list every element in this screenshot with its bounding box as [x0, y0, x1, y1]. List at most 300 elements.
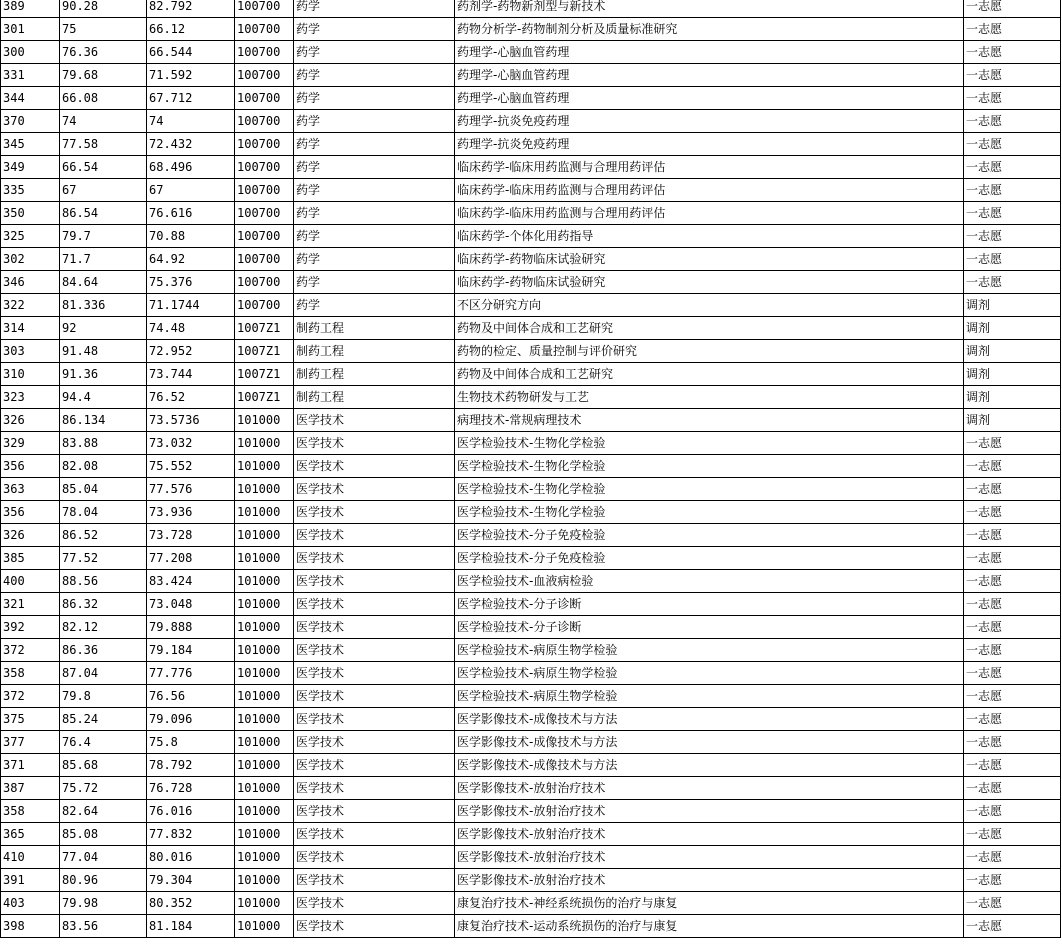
major-code-cell: 100700	[235, 179, 294, 202]
admission-type-cell: 一志愿	[964, 570, 1061, 593]
research-direction-cell: 康复治疗技术-神经系统损伤的治疗与康复	[455, 892, 964, 915]
major-name-cell: 医学技术	[294, 662, 455, 685]
total-score-cell: 403	[1, 892, 60, 915]
retest-score-cell: 75.72	[60, 777, 147, 800]
total-score-cell: 410	[1, 846, 60, 869]
research-direction-cell: 医学检验技术-分子免疫检验	[455, 524, 964, 547]
table-row	[1, 0, 1061, 18]
major-name-cell: 药学	[294, 64, 455, 87]
table-row	[1, 41, 1061, 64]
admission-type-cell: 一志愿	[964, 248, 1061, 271]
retest-score-cell: 82.08	[60, 455, 147, 478]
research-direction-cell: 临床药学-临床用药监测与合理用药评估	[455, 156, 964, 179]
retest-score-cell: 83.56	[60, 915, 147, 938]
research-direction-cell: 病理技术-常规病理技术	[455, 409, 964, 432]
major-code-cell: 1007Z1	[235, 317, 294, 340]
retest-score-cell: 86.36	[60, 639, 147, 662]
retest-score-cell: 76.36	[60, 41, 147, 64]
admission-type-cell: 一志愿	[964, 0, 1061, 18]
total-score-cell: 329	[1, 432, 60, 455]
admission-type-cell: 一志愿	[964, 754, 1061, 777]
research-direction-cell: 医学检验技术-血液病检验	[455, 570, 964, 593]
table-row	[1, 340, 1061, 363]
major-code-cell: 101000	[235, 915, 294, 938]
table-row	[1, 708, 1061, 731]
major-name-cell: 医学技术	[294, 409, 455, 432]
admission-type-cell: 调剂	[964, 409, 1061, 432]
total-score-cell: 326	[1, 409, 60, 432]
research-direction-cell: 医学检验技术-分子诊断	[455, 616, 964, 639]
admission-type-cell: 一志愿	[964, 593, 1061, 616]
final-score-cell: 77.576	[147, 478, 235, 501]
research-direction-cell: 不区分研究方向	[455, 294, 964, 317]
major-code-cell: 1007Z1	[235, 340, 294, 363]
research-direction-cell: 医学检验技术-分子诊断	[455, 593, 964, 616]
research-direction-cell: 药理学-抗炎免疫药理	[455, 110, 964, 133]
major-name-cell: 医学技术	[294, 731, 455, 754]
major-code-cell: 100700	[235, 248, 294, 271]
final-score-cell: 70.88	[147, 225, 235, 248]
final-score-cell: 68.496	[147, 156, 235, 179]
table-row	[1, 823, 1061, 846]
major-name-cell: 药学	[294, 156, 455, 179]
admission-type-cell: 一志愿	[964, 685, 1061, 708]
table-row	[1, 294, 1061, 317]
table-row	[1, 363, 1061, 386]
major-name-cell: 医学技术	[294, 869, 455, 892]
table-row	[1, 662, 1061, 685]
admission-type-cell: 一志愿	[964, 156, 1061, 179]
table-row	[1, 547, 1061, 570]
final-score-cell: 73.048	[147, 593, 235, 616]
total-score-cell: 372	[1, 639, 60, 662]
retest-score-cell: 84.64	[60, 271, 147, 294]
research-direction-cell: 医学检验技术-生物化学检验	[455, 501, 964, 524]
final-score-cell: 66.12	[147, 18, 235, 41]
admission-type-cell: 一志愿	[964, 41, 1061, 64]
total-score-cell: 331	[1, 64, 60, 87]
major-code-cell: 100700	[235, 110, 294, 133]
retest-score-cell: 85.68	[60, 754, 147, 777]
admission-type-cell: 一志愿	[964, 915, 1061, 938]
total-score-cell: 365	[1, 823, 60, 846]
major-code-cell: 100700	[235, 133, 294, 156]
total-score-cell: 300	[1, 41, 60, 64]
research-direction-cell: 医学影像技术-成像技术与方法	[455, 731, 964, 754]
retest-score-cell: 85.04	[60, 478, 147, 501]
total-score-cell: 363	[1, 478, 60, 501]
research-direction-cell: 医学检验技术-病原生物学检验	[455, 662, 964, 685]
final-score-cell: 75.552	[147, 455, 235, 478]
major-name-cell: 药学	[294, 225, 455, 248]
final-score-cell: 79.184	[147, 639, 235, 662]
table-row	[1, 110, 1061, 133]
research-direction-cell: 医学检验技术-分子免疫检验	[455, 547, 964, 570]
total-score-cell: 325	[1, 225, 60, 248]
research-direction-cell: 药剂学-药物新剂型与新技术	[455, 0, 964, 18]
total-score-cell: 375	[1, 708, 60, 731]
table-row	[1, 685, 1061, 708]
final-score-cell: 74.48	[147, 317, 235, 340]
admission-type-cell: 一志愿	[964, 18, 1061, 41]
table-row	[1, 271, 1061, 294]
retest-score-cell: 77.58	[60, 133, 147, 156]
retest-score-cell: 76.4	[60, 731, 147, 754]
major-name-cell: 制药工程	[294, 386, 455, 409]
total-score-cell: 387	[1, 777, 60, 800]
final-score-cell: 67.712	[147, 87, 235, 110]
table-row	[1, 386, 1061, 409]
retest-score-cell: 74	[60, 110, 147, 133]
admission-type-cell: 一志愿	[964, 800, 1061, 823]
total-score-cell: 310	[1, 363, 60, 386]
table-row	[1, 478, 1061, 501]
major-code-cell: 101000	[235, 570, 294, 593]
major-name-cell: 制药工程	[294, 363, 455, 386]
major-name-cell: 医学技术	[294, 570, 455, 593]
research-direction-cell: 医学检验技术-生物化学检验	[455, 478, 964, 501]
major-code-cell: 100700	[235, 225, 294, 248]
total-score-cell: 385	[1, 547, 60, 570]
major-code-cell: 1007Z1	[235, 386, 294, 409]
major-code-cell: 101000	[235, 524, 294, 547]
final-score-cell: 73.032	[147, 432, 235, 455]
research-direction-cell: 医学影像技术-成像技术与方法	[455, 708, 964, 731]
major-code-cell: 100700	[235, 156, 294, 179]
admission-type-cell: 调剂	[964, 294, 1061, 317]
major-code-cell: 1007Z1	[235, 363, 294, 386]
major-name-cell: 药学	[294, 110, 455, 133]
major-code-cell: 101000	[235, 731, 294, 754]
research-direction-cell: 临床药学-药物临床试验研究	[455, 271, 964, 294]
admission-type-cell: 一志愿	[964, 225, 1061, 248]
major-name-cell: 制药工程	[294, 317, 455, 340]
admission-type-cell: 一志愿	[964, 892, 1061, 915]
retest-score-cell: 94.4	[60, 386, 147, 409]
retest-score-cell: 71.7	[60, 248, 147, 271]
final-score-cell: 83.424	[147, 570, 235, 593]
major-code-cell: 101000	[235, 432, 294, 455]
admission-type-cell: 一志愿	[964, 731, 1061, 754]
retest-score-cell: 67	[60, 179, 147, 202]
major-name-cell: 医学技术	[294, 685, 455, 708]
total-score-cell: 356	[1, 455, 60, 478]
major-name-cell: 药学	[294, 202, 455, 225]
research-direction-cell: 医学影像技术-放射治疗技术	[455, 800, 964, 823]
major-code-cell: 101000	[235, 800, 294, 823]
research-direction-cell: 医学检验技术-病原生物学检验	[455, 685, 964, 708]
total-score-cell: 350	[1, 202, 60, 225]
final-score-cell: 76.56	[147, 685, 235, 708]
total-score-cell: 391	[1, 869, 60, 892]
major-code-cell: 101000	[235, 409, 294, 432]
major-name-cell: 医学技术	[294, 915, 455, 938]
major-code-cell: 101000	[235, 455, 294, 478]
admission-type-cell: 一志愿	[964, 639, 1061, 662]
admission-type-cell: 一志愿	[964, 133, 1061, 156]
research-direction-cell: 药物的检定、质量控制与评价研究	[455, 340, 964, 363]
total-score-cell: 400	[1, 570, 60, 593]
retest-score-cell: 66.54	[60, 156, 147, 179]
research-direction-cell: 康复治疗技术-运动系统损伤的治疗与康复	[455, 915, 964, 938]
final-score-cell: 73.5736	[147, 409, 235, 432]
major-code-cell: 101000	[235, 823, 294, 846]
retest-score-cell: 79.7	[60, 225, 147, 248]
major-name-cell: 药学	[294, 179, 455, 202]
total-score-cell: 392	[1, 616, 60, 639]
final-score-cell: 77.208	[147, 547, 235, 570]
final-score-cell: 67	[147, 179, 235, 202]
major-name-cell: 医学技术	[294, 800, 455, 823]
table-row	[1, 179, 1061, 202]
table-row	[1, 593, 1061, 616]
major-code-cell: 101000	[235, 639, 294, 662]
research-direction-cell: 临床药学-临床用药监测与合理用药评估	[455, 179, 964, 202]
major-name-cell: 药学	[294, 18, 455, 41]
admission-type-cell: 一志愿	[964, 708, 1061, 731]
admission-type-cell: 一志愿	[964, 616, 1061, 639]
retest-score-cell: 91.48	[60, 340, 147, 363]
major-code-cell: 100700	[235, 64, 294, 87]
admission-type-cell: 调剂	[964, 386, 1061, 409]
retest-score-cell: 86.32	[60, 593, 147, 616]
admission-type-cell: 一志愿	[964, 524, 1061, 547]
admission-type-cell: 一志愿	[964, 662, 1061, 685]
research-direction-cell: 医学检验技术-病原生物学检验	[455, 639, 964, 662]
retest-score-cell: 80.96	[60, 869, 147, 892]
table-row	[1, 639, 1061, 662]
retest-score-cell: 81.336	[60, 294, 147, 317]
total-score-cell: 322	[1, 294, 60, 317]
major-code-cell: 100700	[235, 18, 294, 41]
table-row	[1, 915, 1061, 938]
table-row	[1, 225, 1061, 248]
retest-score-cell: 90.28	[60, 0, 147, 18]
research-direction-cell: 医学检验技术-生物化学检验	[455, 455, 964, 478]
major-code-cell: 100700	[235, 294, 294, 317]
table-row	[1, 846, 1061, 869]
major-code-cell: 101000	[235, 708, 294, 731]
research-direction-cell: 药理学-抗炎免疫药理	[455, 133, 964, 156]
retest-score-cell: 87.04	[60, 662, 147, 685]
major-name-cell: 药学	[294, 0, 455, 18]
admission-type-cell: 调剂	[964, 363, 1061, 386]
admission-type-cell: 一志愿	[964, 110, 1061, 133]
table-row	[1, 133, 1061, 156]
major-name-cell: 医学技术	[294, 708, 455, 731]
final-score-cell: 74	[147, 110, 235, 133]
table-row	[1, 754, 1061, 777]
final-score-cell: 66.544	[147, 41, 235, 64]
retest-score-cell: 83.88	[60, 432, 147, 455]
retest-score-cell: 88.56	[60, 570, 147, 593]
major-name-cell: 医学技术	[294, 501, 455, 524]
admission-type-cell: 一志愿	[964, 478, 1061, 501]
admission-type-cell: 一志愿	[964, 202, 1061, 225]
research-direction-cell: 医学检验技术-生物化学检验	[455, 432, 964, 455]
total-score-cell: 377	[1, 731, 60, 754]
table-row	[1, 202, 1061, 225]
major-code-cell: 101000	[235, 892, 294, 915]
major-name-cell: 医学技术	[294, 547, 455, 570]
retest-score-cell: 86.54	[60, 202, 147, 225]
final-score-cell: 81.184	[147, 915, 235, 938]
table-row	[1, 432, 1061, 455]
research-direction-cell: 生物技术药物研发与工艺	[455, 386, 964, 409]
admission-type-cell: 一志愿	[964, 823, 1061, 846]
table-body	[1, 0, 1061, 938]
major-code-cell: 101000	[235, 869, 294, 892]
table-row	[1, 524, 1061, 547]
final-score-cell: 79.304	[147, 869, 235, 892]
final-score-cell: 80.016	[147, 846, 235, 869]
final-score-cell: 73.744	[147, 363, 235, 386]
retest-score-cell: 79.8	[60, 685, 147, 708]
major-code-cell: 101000	[235, 501, 294, 524]
final-score-cell: 72.952	[147, 340, 235, 363]
retest-score-cell: 82.12	[60, 616, 147, 639]
research-direction-cell: 医学影像技术-放射治疗技术	[455, 777, 964, 800]
research-direction-cell: 药理学-心脑血管药理	[455, 87, 964, 110]
admission-type-cell: 一志愿	[964, 271, 1061, 294]
table-row	[1, 18, 1061, 41]
major-name-cell: 药学	[294, 133, 455, 156]
final-score-cell: 75.376	[147, 271, 235, 294]
final-score-cell: 82.792	[147, 0, 235, 18]
total-score-cell: 303	[1, 340, 60, 363]
major-name-cell: 药学	[294, 294, 455, 317]
research-direction-cell: 药理学-心脑血管药理	[455, 41, 964, 64]
research-direction-cell: 临床药学-药物临床试验研究	[455, 248, 964, 271]
retest-score-cell: 86.134	[60, 409, 147, 432]
research-direction-cell: 医学影像技术-放射治疗技术	[455, 869, 964, 892]
research-direction-cell: 临床药学-临床用药监测与合理用药评估	[455, 202, 964, 225]
major-name-cell: 药学	[294, 271, 455, 294]
major-name-cell: 医学技术	[294, 846, 455, 869]
major-name-cell: 医学技术	[294, 616, 455, 639]
final-score-cell: 77.832	[147, 823, 235, 846]
total-score-cell: 301	[1, 18, 60, 41]
total-score-cell: 344	[1, 87, 60, 110]
research-direction-cell: 临床药学-个体化用药指导	[455, 225, 964, 248]
major-name-cell: 医学技术	[294, 823, 455, 846]
total-score-cell: 302	[1, 248, 60, 271]
table-row	[1, 800, 1061, 823]
research-direction-cell: 医学影像技术-成像技术与方法	[455, 754, 964, 777]
final-score-cell: 78.792	[147, 754, 235, 777]
retest-score-cell: 82.64	[60, 800, 147, 823]
final-score-cell: 75.8	[147, 731, 235, 754]
major-code-cell: 101000	[235, 846, 294, 869]
major-code-cell: 101000	[235, 662, 294, 685]
final-score-cell: 76.728	[147, 777, 235, 800]
table-row	[1, 570, 1061, 593]
table-row	[1, 64, 1061, 87]
final-score-cell: 64.92	[147, 248, 235, 271]
total-score-cell: 326	[1, 524, 60, 547]
total-score-cell: 370	[1, 110, 60, 133]
retest-score-cell: 77.04	[60, 846, 147, 869]
final-score-cell: 77.776	[147, 662, 235, 685]
final-score-cell: 76.616	[147, 202, 235, 225]
research-direction-cell: 药物及中间体合成和工艺研究	[455, 363, 964, 386]
admission-type-cell: 一志愿	[964, 869, 1061, 892]
total-score-cell: 358	[1, 800, 60, 823]
total-score-cell: 345	[1, 133, 60, 156]
retest-score-cell: 66.08	[60, 87, 147, 110]
major-code-cell: 101000	[235, 754, 294, 777]
table-row	[1, 248, 1061, 271]
total-score-cell: 389	[1, 0, 60, 18]
major-code-cell: 101000	[235, 478, 294, 501]
major-code-cell: 100700	[235, 87, 294, 110]
major-name-cell: 药学	[294, 41, 455, 64]
total-score-cell: 356	[1, 501, 60, 524]
retest-score-cell: 92	[60, 317, 147, 340]
total-score-cell: 335	[1, 179, 60, 202]
final-score-cell: 71.1744	[147, 294, 235, 317]
final-score-cell: 73.728	[147, 524, 235, 547]
retest-score-cell: 85.24	[60, 708, 147, 731]
retest-score-cell: 78.04	[60, 501, 147, 524]
major-name-cell: 制药工程	[294, 340, 455, 363]
table-row	[1, 731, 1061, 754]
major-name-cell: 医学技术	[294, 777, 455, 800]
total-score-cell: 349	[1, 156, 60, 179]
total-score-cell: 371	[1, 754, 60, 777]
research-direction-cell: 药物分析学-药物制剂分析及质量标准研究	[455, 18, 964, 41]
major-name-cell: 医学技术	[294, 639, 455, 662]
retest-score-cell: 91.36	[60, 363, 147, 386]
final-score-cell: 71.592	[147, 64, 235, 87]
retest-score-cell: 79.68	[60, 64, 147, 87]
admission-type-cell: 一志愿	[964, 64, 1061, 87]
final-score-cell: 76.016	[147, 800, 235, 823]
admission-type-cell: 一志愿	[964, 455, 1061, 478]
total-score-cell: 398	[1, 915, 60, 938]
major-name-cell: 医学技术	[294, 432, 455, 455]
research-direction-cell: 药物及中间体合成和工艺研究	[455, 317, 964, 340]
major-name-cell: 医学技术	[294, 524, 455, 547]
table-row	[1, 869, 1061, 892]
retest-score-cell: 86.52	[60, 524, 147, 547]
final-score-cell: 80.352	[147, 892, 235, 915]
major-code-cell: 100700	[235, 202, 294, 225]
major-code-cell: 101000	[235, 547, 294, 570]
major-name-cell: 药学	[294, 87, 455, 110]
final-score-cell: 79.888	[147, 616, 235, 639]
table-row	[1, 777, 1061, 800]
final-score-cell: 79.096	[147, 708, 235, 731]
major-name-cell: 医学技术	[294, 455, 455, 478]
major-name-cell: 医学技术	[294, 478, 455, 501]
table-row	[1, 501, 1061, 524]
major-code-cell: 100700	[235, 271, 294, 294]
admission-type-cell: 调剂	[964, 317, 1061, 340]
admission-type-cell: 一志愿	[964, 87, 1061, 110]
admission-type-cell: 一志愿	[964, 777, 1061, 800]
table-row	[1, 317, 1061, 340]
major-code-cell: 100700	[235, 41, 294, 64]
total-score-cell: 346	[1, 271, 60, 294]
major-code-cell: 101000	[235, 593, 294, 616]
admission-type-cell: 一志愿	[964, 547, 1061, 570]
research-direction-cell: 医学影像技术-放射治疗技术	[455, 846, 964, 869]
final-score-cell: 72.432	[147, 133, 235, 156]
retest-score-cell: 79.98	[60, 892, 147, 915]
total-score-cell: 358	[1, 662, 60, 685]
research-direction-cell: 药理学-心脑血管药理	[455, 64, 964, 87]
